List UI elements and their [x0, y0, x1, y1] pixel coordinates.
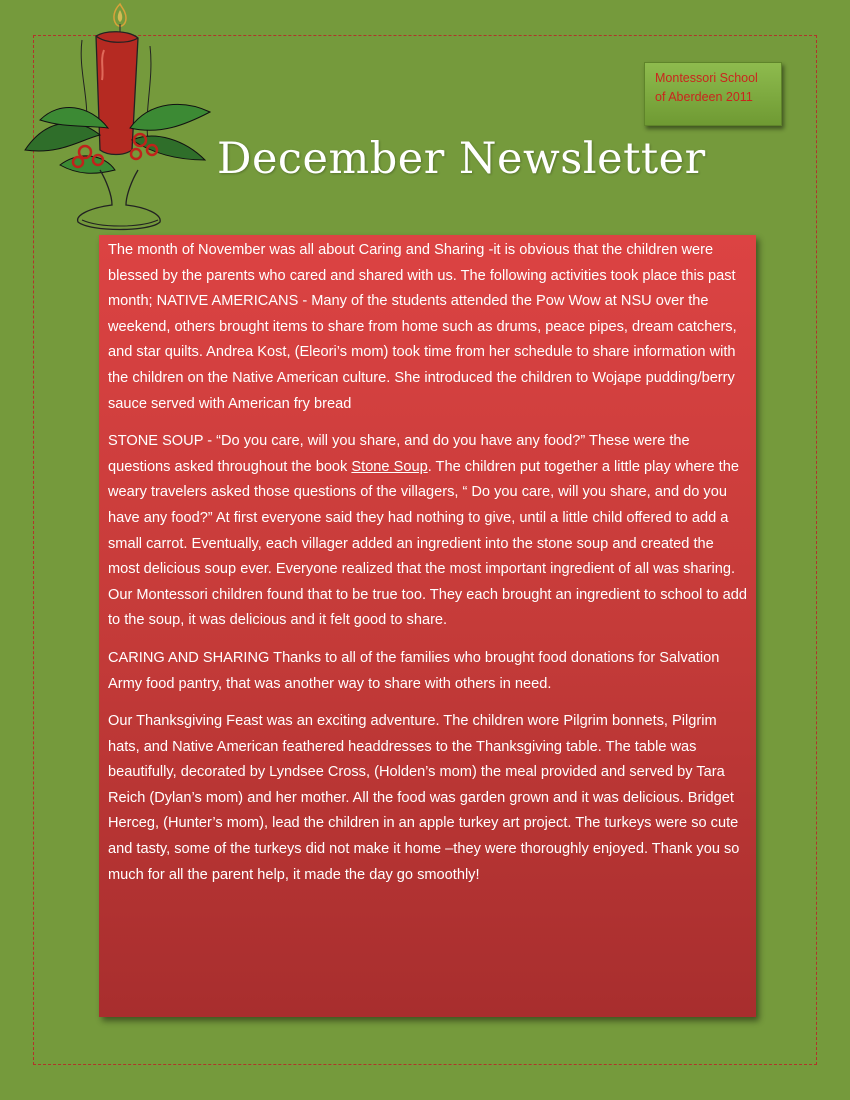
school-location-year: of Aberdeen 2011 [655, 90, 753, 104]
book-title: Stone Soup [351, 458, 428, 475]
article-box [99, 235, 756, 1017]
stone-soup-rest: . The children put together a little play where the weary travelers asked those questions of the villagers, “ Do you care, will you share, and do you have any food?” At first everyone said they had nothing to give, until a little child offered to add a small carrot. Eventually, each villager added an ingredient into the stone soup and created the most delicious soup ever. Everyone realized that the most important ingredient of all was sharing. Our Montessori children found that to be true too. They each brought an ingredient to school to add to the soup, it was delicious and it felt good to share. [108, 458, 748, 629]
paragraph-native-americans: The month of November was all about Caring and Sharing -it is obvious that the children were blessed by the parents who cared and shared with us. The following activities took place this past month; NATIVE AMERICANS - Many of the students attended the Pow Wow at NSU over the weekend, others brought items to share from home such as drums, peace pipes, dream catchers, and star quilts. Andrea Kost, (Eleori’s mom) took time from her schedule to share information with the children on the Native American culture. She introduced the children to Wojape pudding/berry sauce served with American fry bread [108, 242, 737, 412]
paragraph-stone-soup [108, 429, 748, 634]
newsletter-title: December Newsletter [217, 134, 706, 184]
school-badge [644, 62, 782, 126]
stone-soup-intro: STONE SOUP - “Do you care, will you share, and do you have any food?” These were the questions asked throughout the book [108, 433, 690, 475]
paragraph-thanksgiving: Our Thanksgiving Feast was an exciting adventure. The children wore Pilgrim bonnets, Pilgrim hats, and Native American feathered headdresses to the Thanksgiving table. The table was beautifully, decorated by Lyndsee Cross, (Holden’s mom) the meal provided and served by Tara Reich (Dylan’s mom) and her mother. All the food was garden grown and it was delicious. Bridget Herceg, (Hunter’s mom), lead the children in an apple turkey art project. The turkeys were so cute and tasty, some of the turkeys did not make it home –they were thoroughly enjoyed. Thank you so much for all the parent help, it made the day go smoothly! [108, 713, 740, 883]
paragraph-caring-sharing: CARING AND SHARING Thanks to all of the families who brought food donations for Salvation Army food pantry, that was another way to share with others in need. [108, 649, 720, 692]
candle-with-holly-icon [20, 0, 220, 240]
school-name: Montessori School [655, 71, 758, 85]
